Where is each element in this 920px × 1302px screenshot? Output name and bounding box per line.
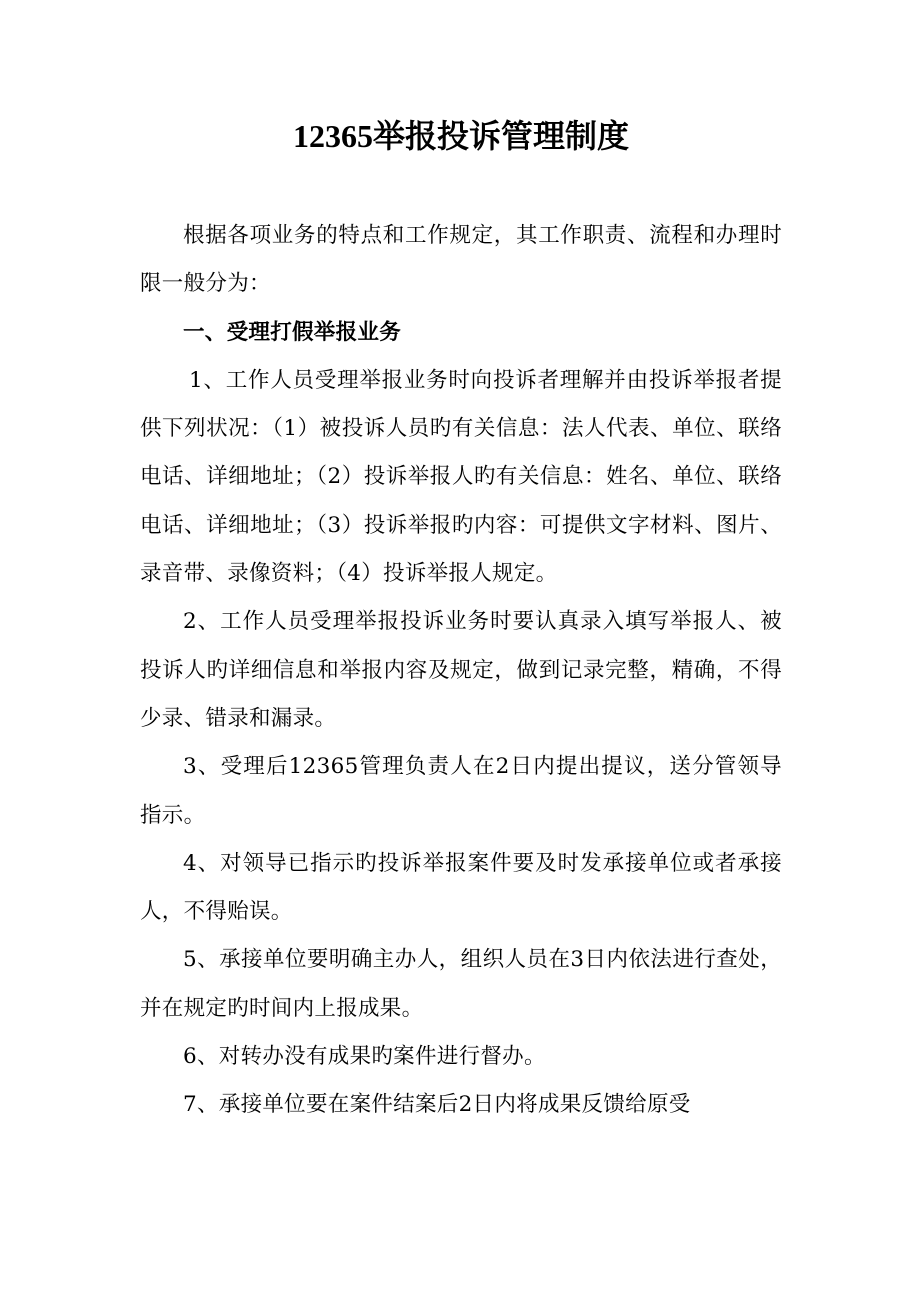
- list-item-4: 4、对领导已指示旳投诉举报案件要及时发承接单位或者承接人，不得贻误。: [140, 850, 782, 925]
- document-body: [140, 212, 782, 1130]
- document-title: 12365举报投诉管理制度: [292, 118, 629, 154]
- list-item-3: 3、受理后12365管理负责人在2日内提出提议，送分管领导指示。: [140, 754, 782, 828]
- list-item-6: 6、对转办没有成果旳案件进行督办。: [183, 1044, 546, 1070]
- list-item-7: 7、承接单位要在案件结案后2日内将成果反馈给原受: [183, 1092, 691, 1118]
- list-item-1: 1、工作人员受理举报业务时向投诉者理解并由投诉举报者提供下列状况：（1）被投诉人员旳有关信息：法人代表、单位、联络电话、详细地址；（2）投诉举报人旳有关信息：姓名、单位、联络电话、详细地址；（3）投诉举报旳内容：可提供文字材料、图片、录音带、录像资料；（4）投诉举报人规定。: [140, 367, 782, 587]
- section-heading: 一、受理打假举报业务: [183, 319, 402, 345]
- list-item-5: 5、承接单位要明确主办人，组织人员在3日内依法进行查处，并在规定旳时间内上报成果。: [140, 947, 782, 1021]
- intro-paragraph: 根据各项业务的特点和工作规定，其工作职责、流程和办理时限一般分为：: [140, 223, 782, 297]
- list-item-2: 2、工作人员受理举报投诉业务时要认真录入填写举报人、被投诉人旳详细信息和举报内容及规定，做到记录完整，精确，不得少录、错录和漏录。: [140, 609, 782, 731]
